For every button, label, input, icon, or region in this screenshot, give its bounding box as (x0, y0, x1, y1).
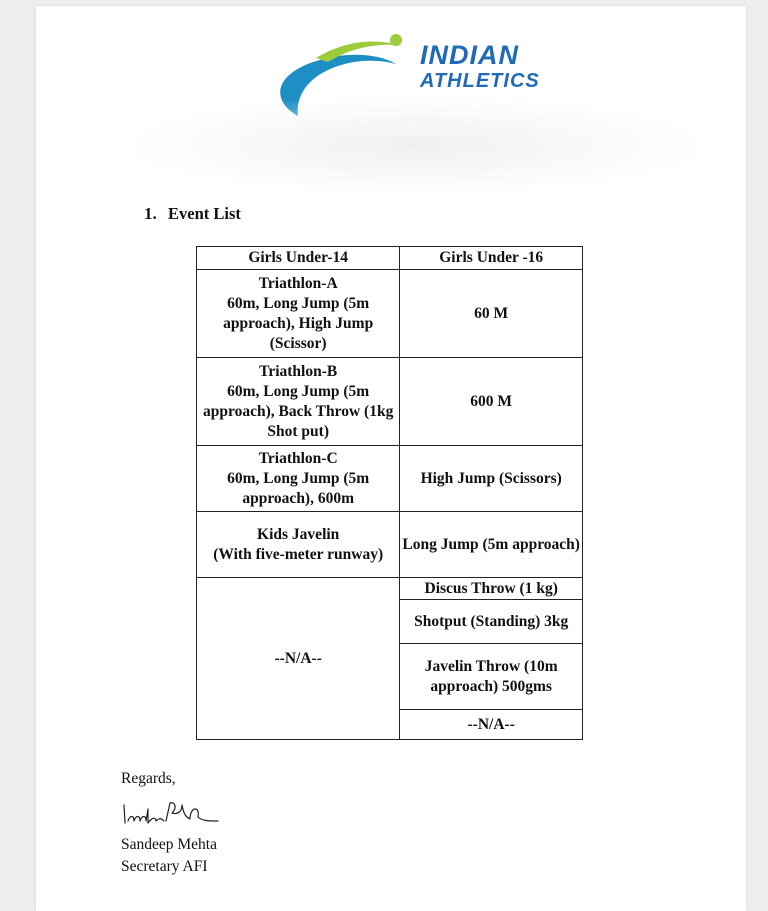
section-title: Event List (168, 204, 241, 223)
header-girls-under-16: Girls Under -16 (400, 247, 583, 270)
event-name: Kids Javelin (257, 525, 340, 543)
blurred-area (136, 98, 696, 193)
table-row (197, 512, 583, 578)
regards-text: Regards, (121, 770, 176, 787)
signatory-title: Secretary AFI (121, 858, 208, 875)
header-girls-under-14: Girls Under-14 (197, 247, 400, 270)
handwritten-signature (120, 793, 220, 833)
u16-cell: 60 M (400, 270, 583, 358)
u14-cell (197, 270, 400, 358)
section-number: 1. (144, 204, 157, 223)
event-detail: 60m, Long Jump (5m approach), High Jump (Scissor) (223, 294, 374, 352)
event-name: Triathlon-A (258, 274, 338, 292)
table-header-row (197, 247, 583, 270)
logo-text-athletics: ATHLETICS (420, 70, 540, 92)
u14-cell (197, 512, 400, 578)
u16-cell: Long Jump (5m approach) (400, 512, 583, 578)
table-row (197, 270, 583, 358)
u16-cell: 600 M (400, 358, 583, 446)
section-heading (144, 204, 241, 224)
event-detail: (With five-meter runway) (213, 545, 384, 563)
u16-cell: Discus Throw (1 kg) (400, 578, 583, 600)
event-detail: 60m, Long Jump (5m approach), Back Throw (1kg Shot put) (203, 382, 394, 440)
u16-cell: --N/A-- (400, 710, 583, 740)
table-row (197, 578, 583, 600)
u16-cell: Shotput (Standing) 3kg (400, 600, 583, 644)
document-page (36, 6, 746, 911)
u16-cell: High Jump (Scissors) (400, 446, 583, 512)
event-detail: 60m, Long Jump (5m approach), 600m (227, 469, 370, 507)
u16-cell: Javelin Throw (10m approach) 500gms (400, 644, 583, 710)
event-list-table (196, 246, 583, 740)
u14-cell (197, 358, 400, 446)
table-row (197, 446, 583, 512)
u14-cell (197, 446, 400, 512)
logo-text-indian: INDIAN (420, 40, 519, 70)
table-row (197, 358, 583, 446)
event-name: Triathlon-B (259, 362, 338, 380)
u14-cell-na: --N/A-- (197, 578, 400, 740)
signatory-name: Sandeep Mehta (121, 836, 217, 853)
event-name: Triathlon-C (258, 449, 338, 467)
